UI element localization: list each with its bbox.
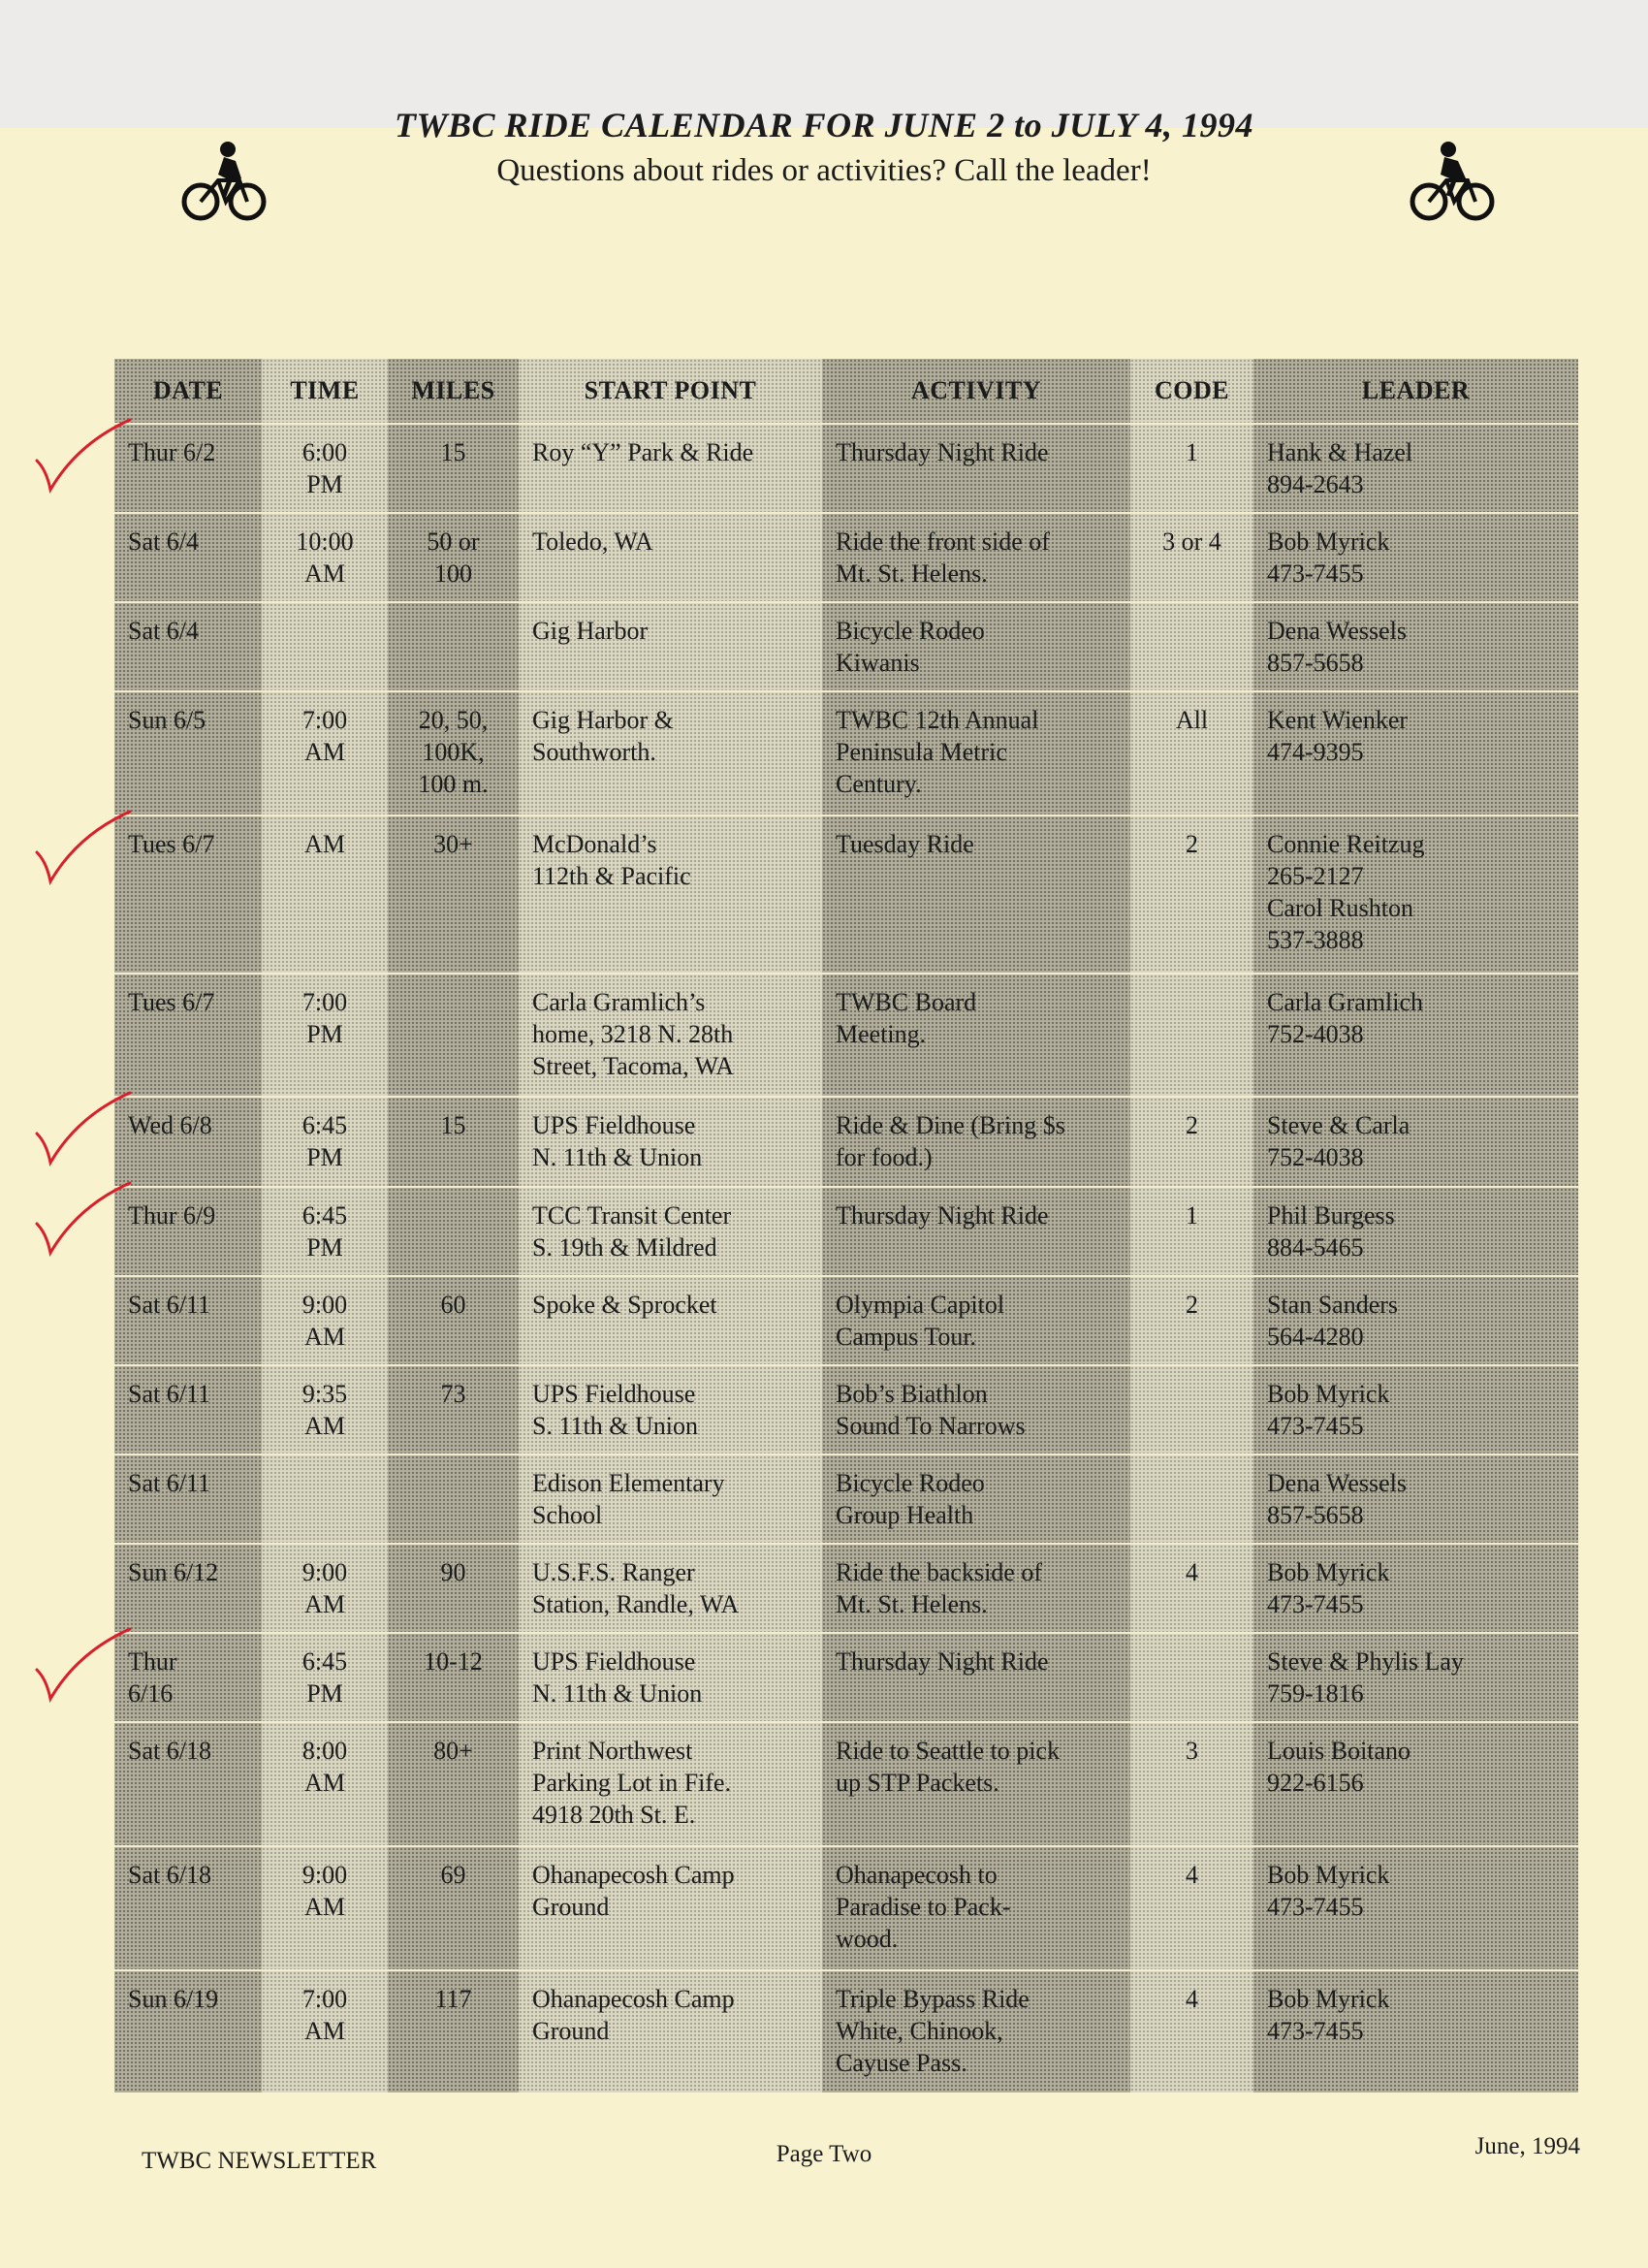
ride-start-point-text: UPS Fieldhouse N. 11th & Union bbox=[532, 1111, 703, 1172]
ride-start-point bbox=[519, 1365, 822, 1454]
ride-code bbox=[1130, 1633, 1253, 1722]
ride-time bbox=[262, 1276, 388, 1365]
ride-time-text: 6:45 PM bbox=[301, 1647, 348, 1709]
ride-leader-text: Hank & Hazel 894-2643 bbox=[1267, 438, 1413, 498]
ride-date bbox=[114, 1846, 262, 1970]
ride-leader bbox=[1253, 602, 1578, 691]
ride-date-text: Sat 6/11 bbox=[128, 1379, 210, 1408]
ride-time-text: 9:00 AM bbox=[301, 1860, 348, 1921]
ride-activity-text: Olympia Capitol Campus Tour. bbox=[836, 1290, 1005, 1351]
ride-start-point bbox=[519, 815, 822, 974]
ride-time bbox=[262, 602, 388, 691]
ride-time-text: 10:00 AM bbox=[296, 527, 354, 589]
ride-date-text: Sun 6/19 bbox=[128, 1984, 219, 2013]
ride-start-point bbox=[519, 1846, 822, 1970]
ride-start-point-text: Edison Elementary School bbox=[532, 1469, 725, 1529]
table-row bbox=[114, 1276, 1578, 1365]
ride-activity-text: Thursday Night Ride bbox=[836, 1200, 1049, 1230]
ride-activity-text: Ride the backside of Mt. St. Helens. bbox=[836, 1558, 1042, 1619]
ride-code-text: 4 bbox=[1186, 1558, 1198, 1587]
ride-leader-text: Stan Sanders 564-4280 bbox=[1267, 1290, 1399, 1351]
ride-time bbox=[262, 1970, 388, 2093]
ride-start-point-text: Gig Harbor & Southworth. bbox=[532, 706, 674, 767]
ride-activity-text: TWBC Board Meeting. bbox=[836, 987, 977, 1048]
ride-date bbox=[114, 815, 262, 974]
ride-date-text: Sat 6/18 bbox=[128, 1860, 211, 1889]
ride-leader bbox=[1253, 1187, 1578, 1276]
ride-time bbox=[262, 513, 388, 602]
ride-code bbox=[1130, 1097, 1253, 1186]
ride-activity-text: Bicycle Rodeo Group Health bbox=[836, 1469, 985, 1529]
ride-leader bbox=[1253, 1846, 1578, 1970]
ride-miles bbox=[388, 513, 519, 602]
ride-leader-text: Louis Boitano 922-6156 bbox=[1267, 1737, 1411, 1798]
ride-code-text: 4 bbox=[1186, 1860, 1198, 1889]
ride-start-point-text: Spoke & Sprocket bbox=[532, 1290, 717, 1319]
ride-leader bbox=[1253, 1544, 1578, 1633]
ride-leader-text: Bob Myrick 473-7455 bbox=[1267, 1379, 1390, 1440]
ride-miles bbox=[388, 1633, 519, 1722]
red-checkmark-icon bbox=[29, 414, 136, 501]
ride-miles bbox=[388, 1097, 519, 1186]
table-row bbox=[114, 1097, 1578, 1186]
ride-date bbox=[114, 1544, 262, 1633]
ride-activity bbox=[822, 424, 1130, 513]
ride-time-text: 7:00 AM bbox=[301, 1984, 348, 2045]
ride-time-text: 6:45 PM bbox=[301, 1200, 348, 1262]
ride-start-point-text: UPS Fieldhouse N. 11th & Union bbox=[532, 1647, 703, 1709]
ride-code bbox=[1130, 1365, 1253, 1454]
ride-leader-text: Steve & Carla 752-4038 bbox=[1267, 1111, 1410, 1172]
ride-leader-text: Bob Myrick 473-7455 bbox=[1267, 1558, 1390, 1619]
ride-activity-text: TWBC 12th Annual Peninsula Metric Century. bbox=[836, 706, 1039, 799]
ride-time bbox=[262, 1187, 388, 1276]
ride-miles bbox=[388, 424, 519, 513]
ride-date-text: Sat 6/4 bbox=[128, 617, 199, 646]
ride-start-point bbox=[519, 1187, 822, 1276]
table-row bbox=[114, 602, 1578, 691]
table-row bbox=[114, 1846, 1578, 1970]
ride-date bbox=[114, 1454, 262, 1544]
ride-time-text: 6:45 PM bbox=[301, 1111, 348, 1172]
ride-code-text: 2 bbox=[1186, 1290, 1198, 1319]
ride-leader bbox=[1253, 691, 1578, 815]
ride-leader-text: Kent Wienker 474-9395 bbox=[1267, 706, 1409, 767]
ride-miles bbox=[388, 1544, 519, 1633]
ride-date-text: Thur 6/16 bbox=[128, 1647, 177, 1709]
red-checkmark-icon bbox=[29, 1087, 136, 1174]
ride-start-point bbox=[519, 1544, 822, 1633]
ride-time-text: 9:00 AM bbox=[301, 1290, 348, 1351]
ride-code bbox=[1130, 1187, 1253, 1276]
ride-miles bbox=[388, 602, 519, 691]
ride-activity bbox=[822, 1454, 1130, 1544]
red-checkmark-icon bbox=[29, 1177, 136, 1264]
ride-time bbox=[262, 1454, 388, 1544]
table-row bbox=[114, 1633, 1578, 1722]
ride-start-point bbox=[519, 974, 822, 1098]
ride-time bbox=[262, 1633, 388, 1722]
ride-date bbox=[114, 1722, 262, 1846]
red-checkmark-icon bbox=[29, 1623, 136, 1710]
ride-code bbox=[1130, 1846, 1253, 1970]
ride-activity bbox=[822, 513, 1130, 602]
column-header-miles: MILES bbox=[388, 359, 519, 424]
ride-activity-text: Ride to Seattle to pick up STP Packets. bbox=[836, 1737, 1061, 1798]
ride-code bbox=[1130, 1454, 1253, 1544]
ride-date bbox=[114, 513, 262, 602]
ride-miles-text: 60 bbox=[440, 1290, 466, 1319]
ride-leader-text: Bob Myrick 473-7455 bbox=[1267, 1860, 1390, 1921]
ride-miles bbox=[388, 815, 519, 974]
ride-leader-text: Dena Wessels 857-5658 bbox=[1267, 1469, 1408, 1529]
ride-start-point-text: Toledo, WA bbox=[532, 527, 653, 557]
ride-time-text: 7:00 PM bbox=[301, 987, 348, 1048]
ride-miles-text: 20, 50, 100K, 100 m. bbox=[418, 706, 489, 799]
red-checkmark-icon bbox=[29, 806, 136, 893]
ride-date-text: Sat 6/18 bbox=[128, 1737, 211, 1766]
ride-activity bbox=[822, 815, 1130, 974]
ride-miles bbox=[388, 1276, 519, 1365]
ride-time bbox=[262, 424, 388, 513]
ride-miles bbox=[388, 1365, 519, 1454]
ride-miles bbox=[388, 691, 519, 815]
footer-page-number: Page Two bbox=[776, 2141, 872, 2167]
ride-start-point-text: Ohanapecosh Camp Ground bbox=[532, 1860, 735, 1921]
ride-time bbox=[262, 974, 388, 1098]
ride-date-text: Sun 6/5 bbox=[128, 706, 206, 735]
ride-activity bbox=[822, 1276, 1130, 1365]
ride-date bbox=[114, 1276, 262, 1365]
ride-time-text: 8:00 AM bbox=[301, 1737, 348, 1798]
ride-start-point-text: Print Northwest Parking Lot in Fife. 4918 20th St. E. bbox=[532, 1737, 732, 1830]
ride-start-point bbox=[519, 1276, 822, 1365]
ride-date bbox=[114, 1633, 262, 1722]
ride-miles-text: 30+ bbox=[433, 829, 473, 858]
ride-calendar-table bbox=[114, 359, 1578, 2092]
ride-activity-text: Ride & Dine (Bring $s for food.) bbox=[836, 1111, 1065, 1172]
table-row bbox=[114, 1970, 1578, 2093]
ride-miles bbox=[388, 974, 519, 1098]
ride-leader bbox=[1253, 1097, 1578, 1186]
ride-leader-text: Phil Burgess 884-5465 bbox=[1267, 1200, 1395, 1262]
ride-activity bbox=[822, 1722, 1130, 1846]
table-row bbox=[114, 1544, 1578, 1633]
ride-time-text: 7:00 AM bbox=[301, 706, 348, 767]
ride-code-text: 3 or 4 bbox=[1162, 527, 1221, 557]
ride-start-point bbox=[519, 1970, 822, 2093]
ride-miles-text: 69 bbox=[440, 1860, 466, 1889]
ride-code bbox=[1130, 513, 1253, 602]
ride-leader bbox=[1253, 424, 1578, 513]
ride-activity bbox=[822, 602, 1130, 691]
ride-miles-text: 117 bbox=[434, 1984, 472, 2013]
ride-leader bbox=[1253, 1970, 1578, 2093]
ride-code-text: 2 bbox=[1186, 829, 1198, 858]
ride-leader-text: Bob Myrick 473-7455 bbox=[1267, 1984, 1390, 2045]
ride-date bbox=[114, 974, 262, 1098]
ride-miles bbox=[388, 1722, 519, 1846]
ride-code bbox=[1130, 974, 1253, 1098]
ride-start-point-text: Roy “Y” Park & Ride bbox=[532, 438, 754, 466]
ride-miles-text: 73 bbox=[440, 1379, 466, 1408]
ride-miles-text: 50 or 100 bbox=[427, 527, 480, 589]
ride-leader bbox=[1253, 1633, 1578, 1722]
ride-date bbox=[114, 691, 262, 815]
ride-code-text: 4 bbox=[1186, 1984, 1198, 2013]
ride-activity-text: Ride the front side of Mt. St. Helens. bbox=[836, 527, 1050, 589]
ride-start-point-text: McDonald’s 112th & Pacific bbox=[532, 829, 691, 890]
ride-miles-text: 90 bbox=[440, 1558, 466, 1587]
ride-start-point-text: TCC Transit Center S. 19th & Mildred bbox=[532, 1200, 732, 1262]
column-header-time: TIME bbox=[262, 359, 388, 424]
ride-miles-text: 15 bbox=[440, 1111, 466, 1140]
ride-activity bbox=[822, 1365, 1130, 1454]
ride-activity-text: Triple Bypass Ride White, Chinook, Cayuse Pass. bbox=[836, 1984, 1030, 2077]
ride-miles-text: 15 bbox=[440, 438, 466, 466]
column-header-leader: LEADER bbox=[1253, 359, 1578, 424]
ride-code-text: 1 bbox=[1186, 1200, 1198, 1230]
ride-leader bbox=[1253, 1276, 1578, 1365]
ride-leader-text: Connie Reitzug 265-2127 Carol Rushton 537-3888 bbox=[1267, 829, 1425, 954]
ride-start-point-text: Ohanapecosh Camp Ground bbox=[532, 1984, 735, 2045]
ride-start-point bbox=[519, 691, 822, 815]
ride-code bbox=[1130, 602, 1253, 691]
ride-date-text: Wed 6/8 bbox=[128, 1111, 212, 1140]
ride-start-point bbox=[519, 602, 822, 691]
cyclist-icon bbox=[1408, 136, 1497, 225]
ride-leader-text: Dena Wessels 857-5658 bbox=[1267, 617, 1408, 678]
ride-miles bbox=[388, 1187, 519, 1276]
ride-start-point bbox=[519, 513, 822, 602]
ride-leader-text: Bob Myrick 473-7455 bbox=[1267, 527, 1390, 589]
ride-code-text: 1 bbox=[1186, 438, 1198, 466]
ride-start-point-text: Carla Gramlich’s home, 3218 N. 28th Street, Tacoma, WA bbox=[532, 987, 735, 1080]
ride-start-point bbox=[519, 424, 822, 513]
ride-start-point-text: UPS Fieldhouse S. 11th & Union bbox=[532, 1379, 698, 1440]
ride-start-point bbox=[519, 1633, 822, 1722]
column-header-date: DATE bbox=[114, 359, 262, 424]
ride-activity-text: Ohanapecosh to Paradise to Pack- wood. bbox=[836, 1860, 1011, 1953]
ride-activity bbox=[822, 691, 1130, 815]
ride-leader bbox=[1253, 513, 1578, 602]
cyclist-icon bbox=[179, 136, 269, 225]
calendar-title: TWBC RIDE CALENDAR FOR JUNE 2 to JULY 4, 1994 bbox=[395, 106, 1253, 144]
ride-time-text: 6:00 PM bbox=[301, 438, 348, 498]
ride-leader bbox=[1253, 974, 1578, 1098]
ride-date bbox=[114, 602, 262, 691]
calendar-subtitle: Questions about rides or activities? Call the leader! bbox=[496, 153, 1152, 188]
ride-leader-text: Carla Gramlich 752-4038 bbox=[1267, 987, 1423, 1048]
ride-date-text: Sat 6/4 bbox=[128, 527, 199, 557]
ride-leader bbox=[1253, 815, 1578, 974]
table-row bbox=[114, 1454, 1578, 1544]
column-header-start: START POINT bbox=[519, 359, 822, 424]
ride-leader-text: Steve & Phylis Lay 759-1816 bbox=[1267, 1647, 1464, 1709]
table-header-row bbox=[114, 359, 1578, 424]
column-header-activity: ACTIVITY bbox=[822, 359, 1130, 424]
ride-date-text: Sat 6/11 bbox=[128, 1469, 210, 1497]
ride-date-text: Sun 6/12 bbox=[128, 1558, 219, 1587]
ride-start-point bbox=[519, 1454, 822, 1544]
table-row bbox=[114, 1365, 1578, 1454]
ride-activity bbox=[822, 1970, 1130, 2093]
ride-activity bbox=[822, 1633, 1130, 1722]
ride-leader bbox=[1253, 1454, 1578, 1544]
ride-code bbox=[1130, 1544, 1253, 1633]
ride-date bbox=[114, 1970, 262, 2093]
ride-activity bbox=[822, 1187, 1130, 1276]
ride-time bbox=[262, 1722, 388, 1846]
ride-code bbox=[1130, 424, 1253, 513]
ride-code-text: 2 bbox=[1186, 1111, 1198, 1140]
ride-time-text: 9:00 AM bbox=[301, 1558, 348, 1619]
ride-code bbox=[1130, 815, 1253, 974]
table-row bbox=[114, 1722, 1578, 1846]
ride-activity-text: Bicycle Rodeo Kiwanis bbox=[836, 617, 985, 678]
ride-leader bbox=[1253, 1722, 1578, 1846]
ride-miles bbox=[388, 1970, 519, 2093]
ride-activity-text: Thursday Night Ride bbox=[836, 438, 1049, 466]
ride-date-text: Tues 6/7 bbox=[128, 829, 215, 858]
table-row bbox=[114, 424, 1578, 513]
ride-activity-text: Thursday Night Ride bbox=[836, 1647, 1049, 1677]
ride-start-point-text: Gig Harbor bbox=[532, 617, 649, 646]
ride-code bbox=[1130, 1970, 1253, 2093]
ride-code-text: All bbox=[1175, 706, 1209, 735]
ride-leader bbox=[1253, 1365, 1578, 1454]
ride-code-text: 3 bbox=[1186, 1737, 1198, 1766]
ride-date bbox=[114, 1187, 262, 1276]
ride-time bbox=[262, 1097, 388, 1186]
ride-time-text: AM bbox=[304, 829, 345, 858]
ride-miles bbox=[388, 1846, 519, 1970]
ride-activity bbox=[822, 974, 1130, 1098]
ride-time bbox=[262, 1365, 388, 1454]
table-row bbox=[114, 974, 1578, 1098]
ride-date bbox=[114, 1365, 262, 1454]
table-row bbox=[114, 1187, 1578, 1276]
ride-date-text: Thur 6/2 bbox=[128, 438, 216, 466]
ride-start-point bbox=[519, 1097, 822, 1186]
ride-date-text: Tues 6/7 bbox=[128, 987, 215, 1016]
ride-start-point bbox=[519, 1722, 822, 1846]
ride-activity bbox=[822, 1097, 1130, 1186]
ride-time bbox=[262, 1846, 388, 1970]
ride-code bbox=[1130, 1276, 1253, 1365]
ride-code bbox=[1130, 1722, 1253, 1846]
ride-date bbox=[114, 1097, 262, 1186]
footer-newsletter: TWBC NEWSLETTER bbox=[142, 2148, 377, 2174]
ride-activity-text: Tuesday Ride bbox=[836, 829, 974, 858]
footer-date: June, 1994 bbox=[1474, 2133, 1580, 2159]
ride-date bbox=[114, 424, 262, 513]
ride-time bbox=[262, 1544, 388, 1633]
ride-miles bbox=[388, 1454, 519, 1544]
ride-time-text: 9:35 AM bbox=[301, 1379, 348, 1440]
ride-activity bbox=[822, 1846, 1130, 1970]
column-header-code: CODE bbox=[1130, 359, 1253, 424]
table-row bbox=[114, 513, 1578, 602]
ride-miles-text: 10-12 bbox=[424, 1647, 483, 1677]
ride-miles-text: 80+ bbox=[433, 1737, 473, 1766]
ride-start-point-text: U.S.F.S. Ranger Station, Randle, WA bbox=[532, 1558, 740, 1619]
ride-time bbox=[262, 691, 388, 815]
ride-date-text: Sat 6/11 bbox=[128, 1290, 210, 1319]
table-row bbox=[114, 691, 1578, 815]
table-row bbox=[114, 815, 1578, 974]
ride-date-text: Thur 6/9 bbox=[128, 1200, 216, 1230]
ride-code bbox=[1130, 691, 1253, 815]
ride-activity-text: Bob’s Biathlon Sound To Narrows bbox=[836, 1379, 1026, 1440]
ride-activity bbox=[822, 1544, 1130, 1633]
ride-time bbox=[262, 815, 388, 974]
